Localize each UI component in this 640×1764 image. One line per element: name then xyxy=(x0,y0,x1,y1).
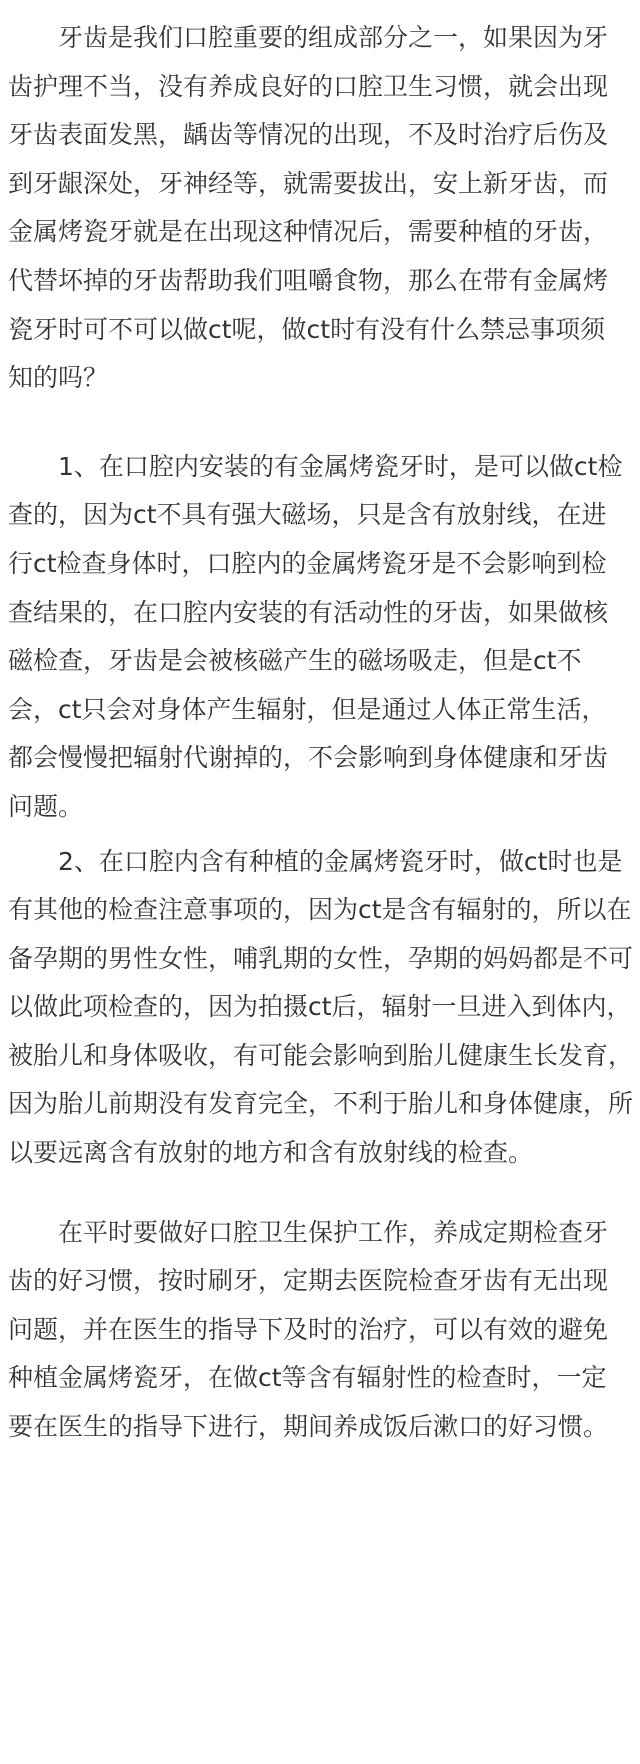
paragraph-conclusion: 在平时要做好口腔卫生保护工作，养成定期检查牙齿的好习惯，按时刷牙，定期去医院检查牙齿有无出现问题，并在医生的指导下及时的治疗，可以有效的避免种植金属烤瓷牙，在做ct等含有辐射性的检查时，一定要在医生的指导下进行，期间养成饭后漱口的好习惯。 xyxy=(8,1217,609,1442)
paragraph-point-2: 2、在口腔内含有种植的金属烤瓷牙时，做ct时也是有其他的检查注意事项的，因为ct是含有辐射的，所以在备孕期的男性女性，哺乳期的女性，孕期的妈妈都是不可以做此项检查的，因为拍摄ct后，辐射一旦进入到体内，被胎儿和身体吸收，有可能会影响到胎儿健康生长发育，因为胎儿前期没有发育完全，不利于胎儿和身体健康，所以要远离含有放射的地方和含有放射线的检查。 xyxy=(8,846,634,1168)
paragraph-point-1: 1、在口腔内安装的有金属烤瓷牙时，是可以做ct检查的，因为ct不具有强大磁场，只是含有放射线，在进行ct检查身体时，口腔内的金属烤瓷牙是不会影响到检查结果的，在口腔内安装的有活动性的牙齿，如果做核磁检查，牙齿是会被核磁产生的磁场吸走，但是ct不会，ct只会对身体产生辐射，但是通过人体正常生活，都会慢慢把辐射代谢掉的，不会影响到身体健康和牙齿问题。 xyxy=(8,451,623,821)
paragraph-intro: 牙齿是我们口腔重要的组成部分之一，如果因为牙齿护理不当，没有养成良好的口腔卫生习惯，就会出现牙齿表面发黑，龋齿等情况的出现，不及时治疗后伤及到牙龈深处，牙神经等，就需要拔出，安上新牙齿，而金属烤瓷牙就是在出现这种情况后，需要种植的牙齿，代替坏掉的牙齿帮助我们咀嚼食物，那么在带有金属烤瓷牙时可不可以做ct呢，做ct时有没有什么禁忌事项须知的吗？ xyxy=(8,23,609,393)
